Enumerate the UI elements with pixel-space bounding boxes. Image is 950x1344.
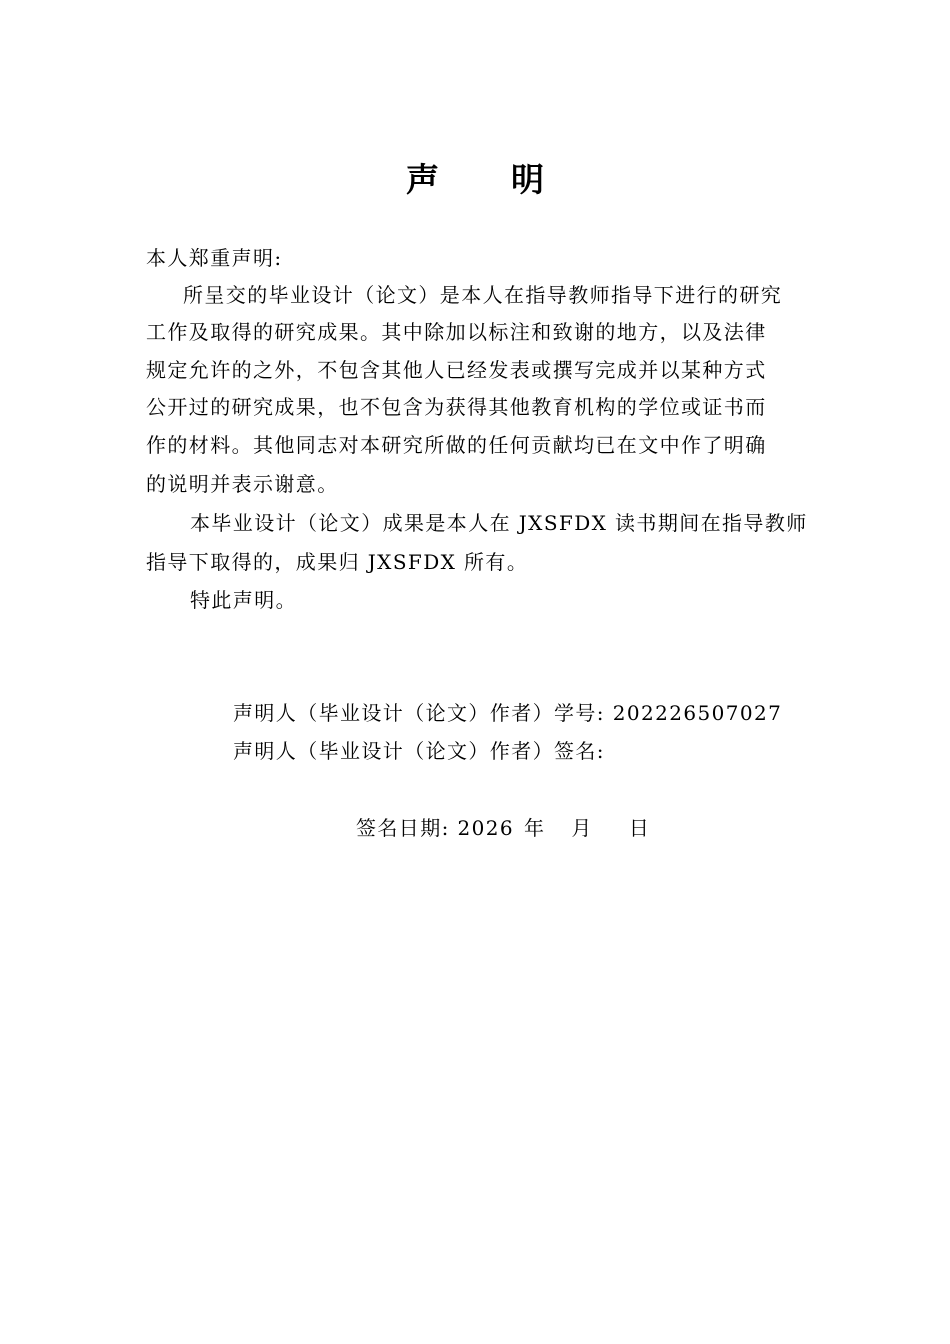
year-unit: 年 <box>524 816 546 840</box>
paragraph1-line: 规定允许的之外，不包含其他人已经发表或撰写完成并以某种方式 <box>146 358 767 382</box>
date-label: 签名日期: 2026 <box>356 816 514 840</box>
signature-date-line <box>356 813 650 843</box>
paragraph1-line: 公开过的研究成果，也不包含为获得其他教育机构的学位或证书而 <box>146 395 767 419</box>
month-unit: 月 <box>571 816 593 840</box>
paragraph1-line: 所呈交的毕业设计（论文）是本人在指导教师指导下进行的研究 <box>183 283 783 307</box>
intro-line: 本人郑重声明: <box>146 246 283 270</box>
day-unit: 日 <box>628 816 651 840</box>
paragraph2-line: 本毕业设计（论文）成果是本人在 JXSFDX 读书期间在指导教师 <box>190 511 808 535</box>
paragraph1-line: 作的材料。其他同志对本研究所做的任何贡献均已在文中作了明确 <box>146 433 767 457</box>
paragraph1-line: 工作及取得的研究成果。其中除加以标注和致谢的地方，以及法律 <box>146 320 767 344</box>
closing-line: 特此声明。 <box>190 588 297 612</box>
paragraph1-line: 的说明并表示谢意。 <box>146 472 339 496</box>
paragraph2-line: 指导下取得的，成果归 JXSFDX 所有。 <box>146 550 529 574</box>
student-id-line: 声明人（毕业设计（论文）作者）学号: 202226507027 <box>233 701 783 725</box>
page-title: 声明 <box>406 160 616 199</box>
signature-line: 声明人（毕业设计（论文）作者）签名: <box>233 739 605 763</box>
